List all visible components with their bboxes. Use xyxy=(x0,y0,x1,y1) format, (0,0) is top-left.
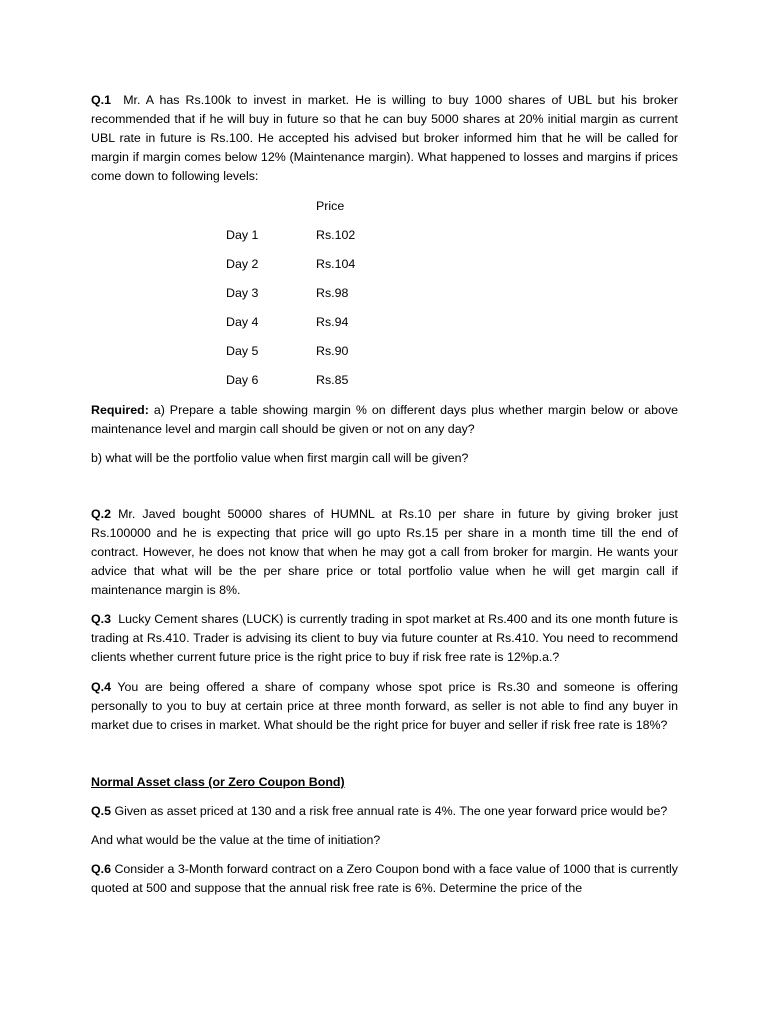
required-label: Required: xyxy=(91,403,149,417)
question-6 xyxy=(91,860,678,898)
question-3-text: Lucky Cement shares (LUCK) is currently trading in spot market at Rs.400 and its one month future is trading at Rs.410. Trader is advising its client to buy via future counter at Rs.410. You need to recommend clients whether current future price is the right price to buy if risk free rate is 12%p.a.? xyxy=(91,612,678,664)
question-1 xyxy=(91,91,678,186)
question-2-text: Mr. Javed bought 50000 shares of HUMNL at Rs.10 per share in future by giving broker just Rs.100000 and he is expecting that price will go upto Rs.15 per share in a month time till the end of contract. However, he does not know that when he may got a call from broker for margin. He wants your advice that what will be the per share price or total portfolio value when he will get margin call if maintenance margin is 8%. xyxy=(91,507,678,597)
question-2-number: Q.2 xyxy=(91,507,111,521)
required-a-text: a) Prepare a table showing margin % on different days plus whether margin below or above maintenance level and margin call should be given or not on any day? xyxy=(91,403,678,436)
question-5-followup: And what would be the value at the time of initiation? xyxy=(91,833,381,847)
question-6-text: Consider a 3-Month forward contract on a Zero Coupon bond with a face value of 1000 that is currently quoted at 500 and suppose that the annual risk free rate is 6%. Determine the price of the xyxy=(91,862,678,895)
table-row-day: Day 4 xyxy=(226,315,259,329)
table-row-price: Rs.85 xyxy=(316,373,349,387)
table-row-day: Day 3 xyxy=(226,286,259,300)
question-3 xyxy=(91,610,678,667)
question-5 xyxy=(91,802,678,821)
question-6-number: Q.6 xyxy=(91,862,111,876)
question-1-number: Q.1 xyxy=(91,93,111,107)
table-row-day: Day 6 xyxy=(226,373,259,387)
question-1-required-b: b) what will be the portfolio value when first margin call will be given? xyxy=(91,451,469,465)
question-3-number: Q.3 xyxy=(91,612,111,626)
question-1-text: Mr. A has Rs.100k to invest in market. He is willing to buy 1000 shares of UBL but his broker recommended that if he will buy in future so that he can buy 5000 shares at 20% initial margin as current UBL rate in future is Rs.100. He accepted his advised but broker informed him that he will be called for margin if margin comes below 12% (Maintenance margin). What happened to losses and margins if prices come down to following levels: xyxy=(91,93,678,183)
question-4-text: You are being offered a share of company whose spot price is Rs.30 and someone is offering personally to you to buy at certain price at three month forward, as seller is not able to find any buyer in market due to crises in market. What should be the right price for buyer and seller if risk free rate is 18%? xyxy=(91,680,678,732)
table-row-day: Day 1 xyxy=(226,228,259,242)
table-row-price: Rs.94 xyxy=(316,315,349,329)
question-2 xyxy=(91,505,678,600)
question-4 xyxy=(91,678,678,735)
table-row-day: Day 5 xyxy=(226,344,259,358)
question-5-text: Given as asset priced at 130 and a risk free annual rate is 4%. The one year forward price would be? xyxy=(114,804,668,818)
section-heading: Normal Asset class (or Zero Coupon Bond) xyxy=(91,775,345,789)
table-row-day: Day 2 xyxy=(226,257,259,271)
table-row-price: Rs.102 xyxy=(316,228,356,242)
table-row-price: Rs.98 xyxy=(316,286,349,300)
table-row-price: Rs.90 xyxy=(316,344,349,358)
question-4-number: Q.4 xyxy=(91,680,111,694)
question-5-number: Q.5 xyxy=(91,804,111,818)
table-row-price: Rs.104 xyxy=(316,257,356,271)
question-1-required-a xyxy=(91,401,678,439)
price-table-header: Price xyxy=(316,199,345,213)
